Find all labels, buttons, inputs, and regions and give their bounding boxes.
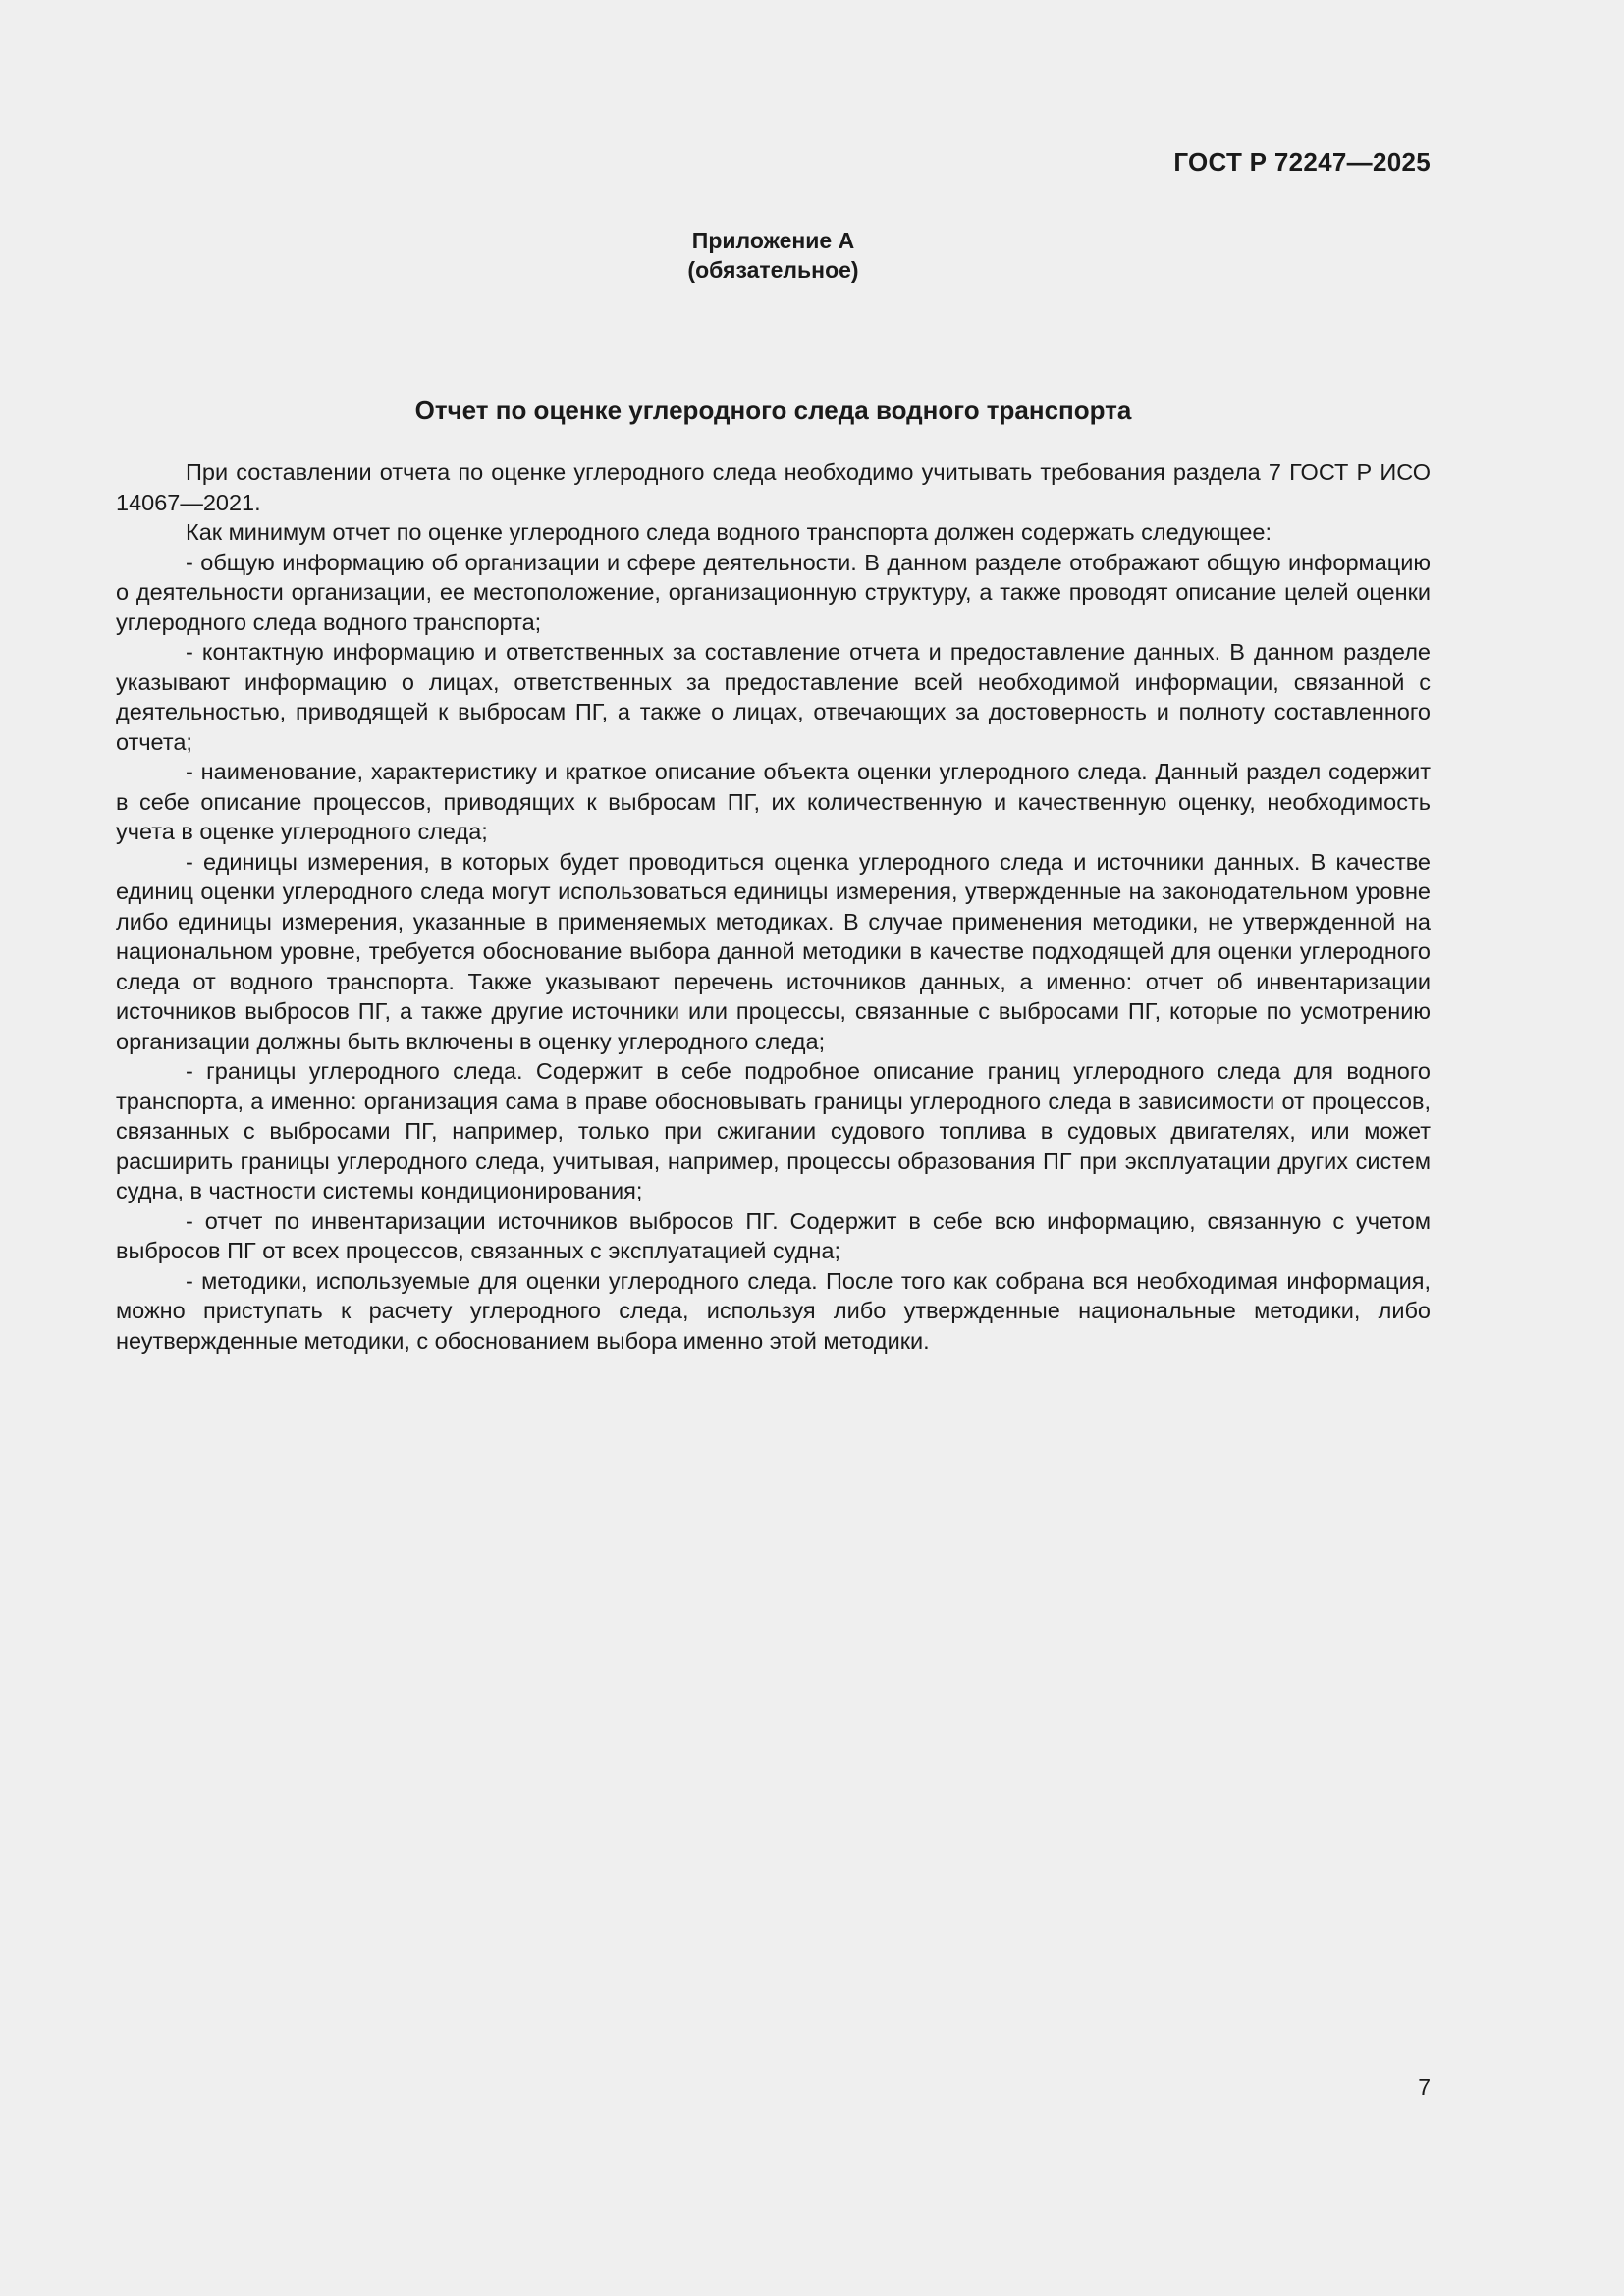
standard-code: ГОСТ Р 72247—2025 [1173, 147, 1431, 177]
document-title: Отчет по оценке углеродного следа водного транспорта [414, 396, 1132, 425]
appendix-status: (обязательное) [687, 257, 859, 283]
body-text [116, 457, 1431, 1356]
appendix-heading [0, 226, 1546, 285]
paragraph: Как минимум отчет по оценке углеродного следа водного транспорта должен содержать следующее: [186, 519, 1272, 545]
list-item: - общую информацию об организации и сфере деятельности. В данном разделе отображают общую информацию о деятельности организации, ее местоположение, организационную структуру, а также проводят описание целей оценки углеродного следа водного транспорта; [116, 549, 1431, 635]
list-item: - границы углеродного следа. Содержит в себе подробное описание границ углеродного следа для водного транспорта, а именно: организация сама в праве обосновывать границы углеродного следа в зависимости от процессов, связанных с выбросами ПГ, например, только при сжигании судового топлива в судовых двигателях, или может расширить границы углеродного следа, учитывая, например, процессы образования ПГ при эксплуатации других систем судна, в частности системы кондиционирования; [116, 1058, 1431, 1203]
list-item: - отчет по инвентаризации источников выбросов ПГ. Содержит в себе всю информацию, связанную с учетом выбросов ПГ от всех процессов, связанных с эксплуатацией судна; [116, 1207, 1431, 1263]
appendix-label: Приложение А [691, 228, 855, 253]
paragraph: При составлении отчета по оценке углеродного следа необходимо учитывать требования раздела 7 ГОСТ Р ИСО 14067—2021. [116, 459, 1431, 515]
list-item: - единицы измерения, в которых будет проводиться оценка углеродного следа и источники данных. В качестве единиц оценки углеродного следа могут использоваться единицы измерения, утвержденные на законодательном уровне либо единицы измерения, указанные в применяемых методиках. В случае применения методики, не утвержденной на национальном уровне, требуется обоснование выбора данной методики в качестве подходящей для оценки углеродного следа от водного транспорта. Также указывают перечень источников данных, а именно: отчет об инвентаризации источников выбросов ПГ, а также другие источники или процессы, связанные с выбросами ПГ, которые по усмотрению организации должны быть включены в оценку углеродного следа; [116, 848, 1431, 1054]
list-item: - контактную информацию и ответственных за составление отчета и предоставление данных. В данном разделе указывают информацию о лицах, ответственных за предоставление всей необходимой информации, связанной с деятельностью, приводящей к выбросам ПГ, а также о лицах, отвечающих за достоверность и полноту составленного отчета; [116, 639, 1431, 755]
list-item: - наименование, характеристику и краткое описание объекта оценки углеродного следа. Данный раздел содержит в себе описание процессов, приводящих к выбросам ПГ, их количественную и качественную оценку, необходимость учета в оценке углеродного следа; [116, 759, 1431, 844]
list-item: - методики, используемые для оценки углеродного следа. После того как собрана вся необходимая информация, можно приступать к расчету углеродного следа, используя либо утвержденные национальные методики, либо неутвержденные методики, с обоснованием выбора именно этой методики. [116, 1267, 1431, 1354]
page-number: 7 [1418, 2074, 1431, 2100]
